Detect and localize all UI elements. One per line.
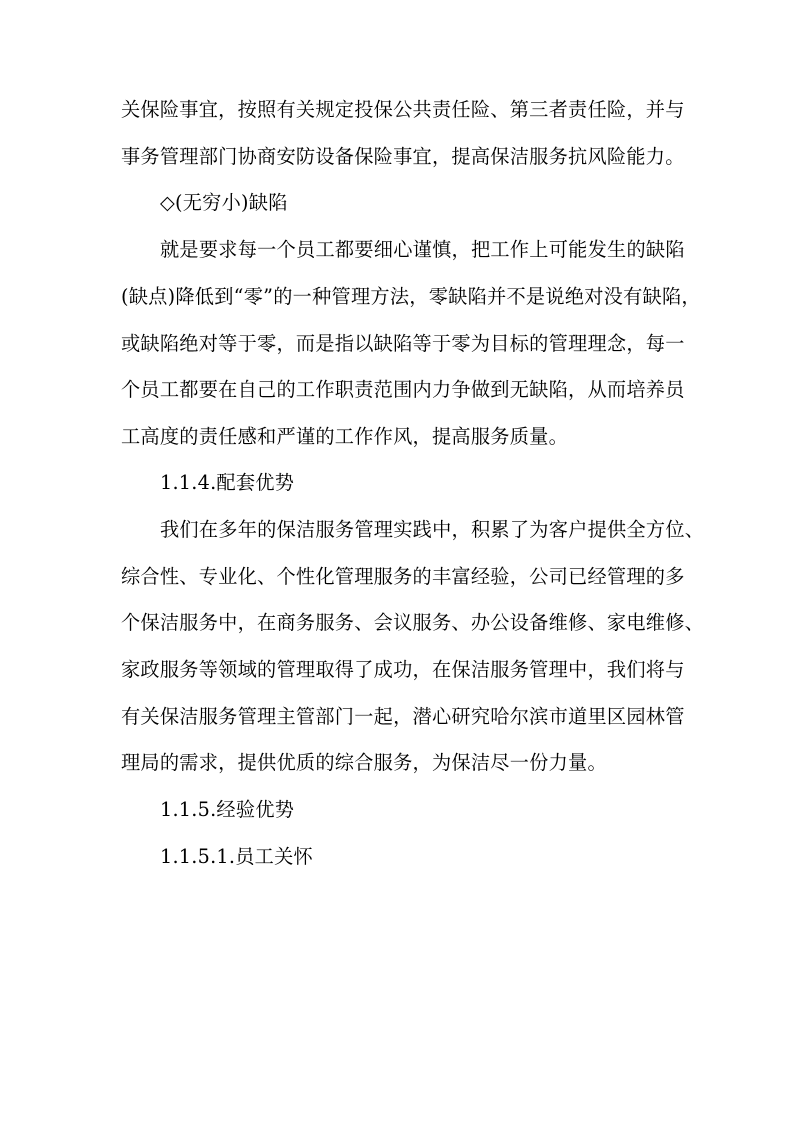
- paragraph-first-line: 就是要求每一个员工都要细心谨慎，把工作上可能发生的缺陷: [160, 238, 685, 261]
- body-text-line: 家政服务等领域的管理取得了成功，在保洁服务管理中，我们将与: [121, 658, 685, 681]
- section-heading-1-1-5-1: 1.1.5.1.员工关怀: [160, 845, 313, 868]
- body-text-line: 个保洁服务中，在商务服务、会议服务、办公设备维修、家电维修、: [121, 611, 705, 634]
- body-text-line: 事务管理部门协商安防设备保险事宜，提高保洁服务抗风险能力。: [121, 145, 685, 168]
- section-heading-1-1-4: 1.1.4.配套优势: [160, 471, 295, 494]
- section-heading-1-1-5: 1.1.5.经验优势: [160, 798, 295, 821]
- body-text-line: 工高度的责任感和严谨的工作作风，提高服务质量。: [121, 425, 569, 448]
- body-text-line: 关保险事宜，按照有关规定投保公共责任险、第三者责任险，并与: [121, 98, 685, 121]
- body-text-line: 个员工都要在自己的工作职责范围内力争做到无缺陷，从而培养员: [121, 378, 685, 401]
- body-text-line: 有关保洁服务管理主管部门一起，潜心研究哈尔滨市道里区园林管: [121, 705, 685, 728]
- body-text-line: 理局的需求，提供优质的综合服务，为保洁尽一份力量。: [121, 751, 607, 774]
- section-heading-zero-defect: ◇(无穷小)缺陷: [160, 191, 288, 214]
- body-text-line: (缺点)降低到“零”的一种管理方法，零缺陷并不是说绝对没有缺陷，: [121, 285, 701, 308]
- paragraph-first-line: 我们在多年的保洁服务管理实践中，积累了为客户提供全方位、: [160, 518, 705, 541]
- body-text-line: 或缺陷绝对等于零，而是指以缺陷等于零为目标的管理理念，每一: [121, 332, 685, 355]
- body-text-line: 综合性、专业化、个性化管理服务的丰富经验，公司已经管理的多: [121, 565, 685, 588]
